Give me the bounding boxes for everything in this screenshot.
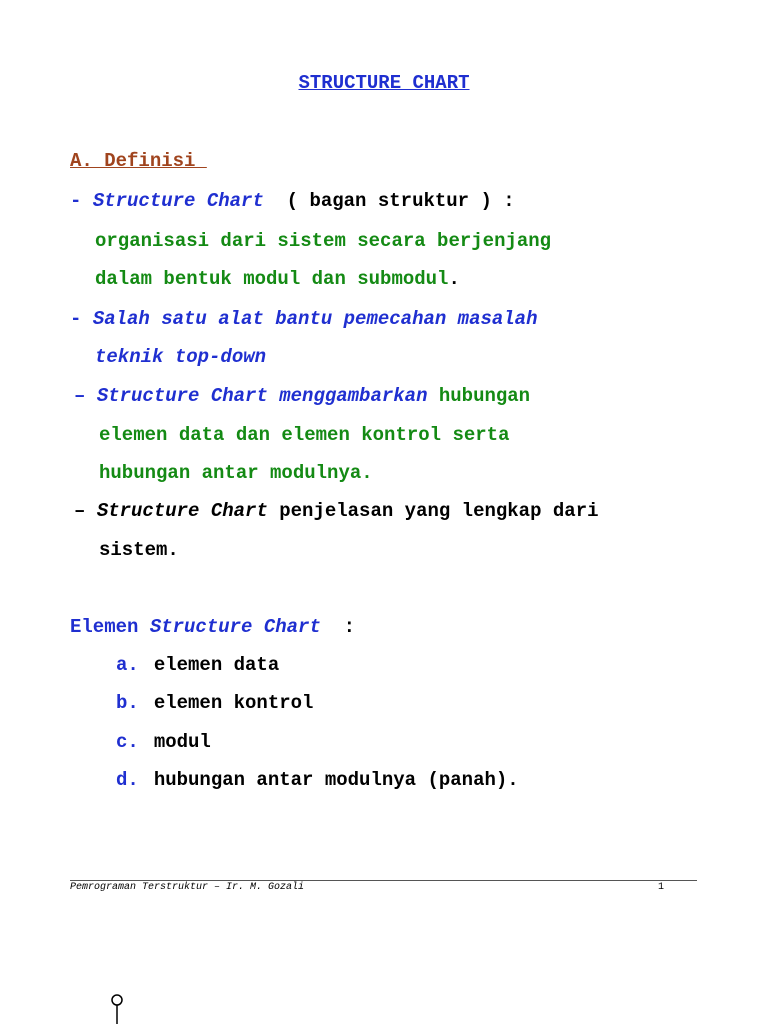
list-item	[116, 769, 519, 791]
list-text: modul	[153, 731, 211, 753]
page-title: STRUCTURE CHART	[298, 72, 470, 94]
footer-divider	[70, 880, 697, 881]
list-item	[116, 654, 279, 676]
list-text: elemen kontrol	[153, 692, 314, 714]
bullet-menggambarkan	[74, 385, 530, 407]
bullet-dash: -	[70, 190, 93, 212]
section-heading-definisi: A. Definisi	[70, 150, 207, 172]
bullet-line	[95, 268, 460, 290]
bullet-structure-chart	[70, 190, 515, 212]
list-item	[116, 731, 211, 753]
bullet-line: hubungan antar modulnya.	[99, 462, 373, 484]
bullet-dash: -	[70, 308, 93, 330]
bullet-text: ( bagan struktur ) :	[263, 190, 515, 212]
bullet-text: Salah satu alat bantu pemecahan masalah	[92, 308, 538, 330]
list-letter: c.	[116, 731, 139, 753]
heading-text: Elemen	[70, 616, 150, 638]
colon: :	[320, 616, 356, 638]
list-text: hubungan antar modulnya (panah).	[153, 769, 519, 791]
bullet-line: teknik top-down	[95, 346, 267, 368]
bullet-dash: –	[74, 500, 97, 522]
period: .	[448, 268, 460, 290]
page-number: 1	[658, 882, 665, 893]
bullet-line: sistem.	[99, 539, 179, 561]
list-item	[116, 692, 313, 714]
list-text: elemen data	[153, 654, 280, 676]
bullet-line: organisasi dari sistem secara berjenjang	[95, 230, 552, 252]
bullet-salah-satu	[70, 308, 538, 330]
term-structure-chart: Structure Chart	[96, 500, 268, 522]
list-letter: a.	[116, 654, 139, 676]
bullet-line: elemen data dan elemen kontrol serta	[99, 424, 510, 446]
bullet-text: penjelasan yang lengkap dari	[267, 500, 599, 522]
term-structure-chart: Structure Chart	[92, 190, 264, 212]
bullet-text: hubungan	[427, 385, 531, 407]
bullet-dash: –	[74, 385, 97, 407]
list-letter: b.	[116, 692, 139, 714]
term-structure-chart: Structure Chart menggambarkan	[96, 385, 428, 407]
elements-heading	[70, 616, 355, 638]
connector-icon	[110, 994, 124, 1024]
footer-title: Pemrograman Terstruktur – Ir. M. Gozali	[70, 882, 305, 893]
list-letter: d.	[116, 769, 139, 791]
term-structure-chart: Structure Chart	[149, 616, 321, 638]
bullet-penjelasan	[74, 500, 599, 522]
bullet-text: dalam bentuk modul dan submodul	[95, 268, 449, 290]
